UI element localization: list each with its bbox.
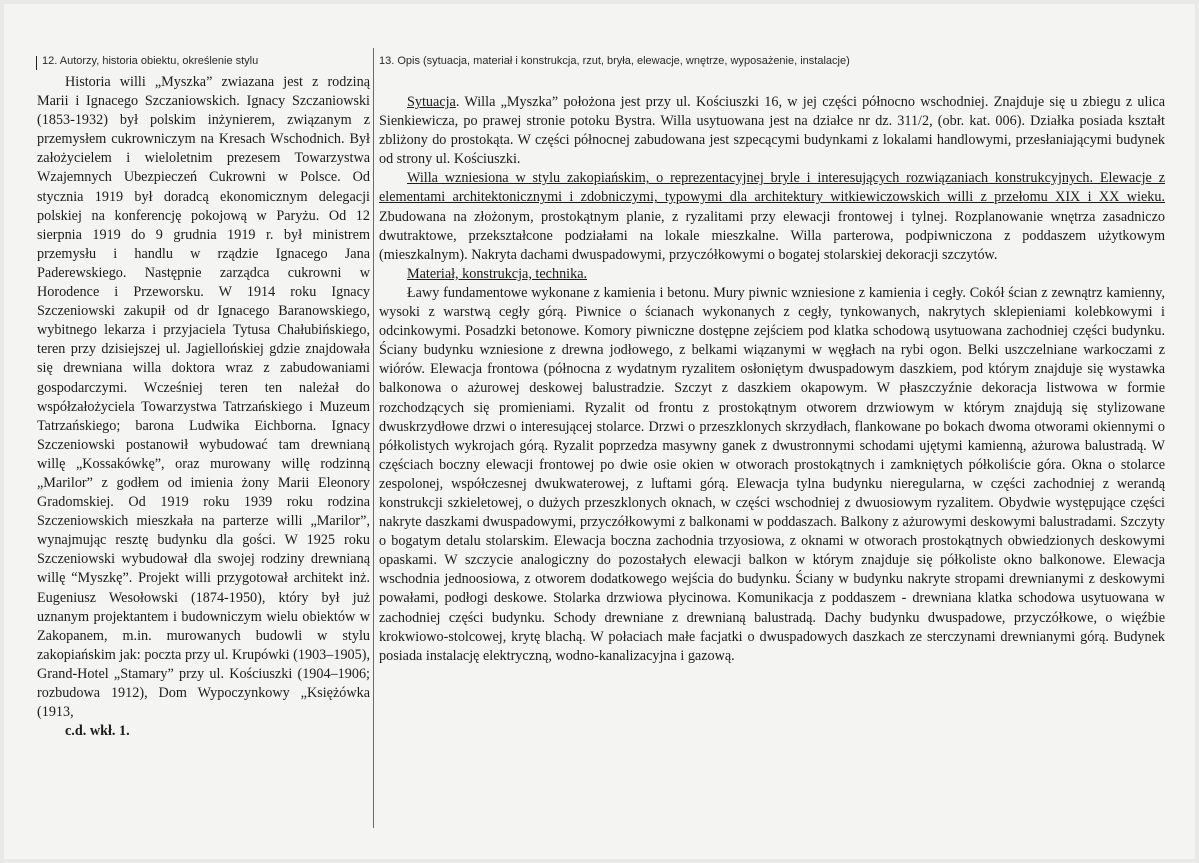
section-12-header: 12. Autorzy, historia obiektu, określenie stylu [42,55,259,67]
continued-note: c.d. wkł. 1. [65,723,130,740]
document-sheet [4,4,1195,859]
style-text: Zbudowana na złożonym, prostokątnym planie, z ryzalitami przy elewacji frontowej i tylnej. Rozplanowanie wnętrza zasadniczo dwutraktowe, przekształcone podziałami na lokale mieszkalne. Willa parterowa, podpiwniczona z poddaszem użytkowym (mieszkalnym). Nakryta dachami dwuspadowymi, przyczółkowymi o bogatej stolarskiej dekoracji szczytów. [379,208,1165,263]
material-heading: Materiał, konstrukcja, technika. [407,265,588,282]
section-13-header: 13. Opis (sytuacja, materiał i konstrukcja, rzut, bryła, elewacje, wnętrze, wyposażenie, instalacje) [379,55,850,67]
situation-text: . Willa „Myszka” położona jest przy ul. Kościuszki 16, w jej części północno wschodniej. Znajduje się u zbiegu z ulica Sienkiewicza, po prawej stronie potoku Bystra. Willa usytuowana jest na działce nr dz. 311/2, (obr. kat. 006). Działka posiada kształt zbliżony do prostokąta. W części północnej zabudowana jest szpecącymi budynkami z lokalami handlowymi, przesłaniającymi budynek od strony ul. Kościuszki. [379,94,1165,168]
situation-paragraph [379,93,1165,169]
column-divider [373,48,374,828]
material-text: Ławy fundamentowe wykonane z kamienia i betonu. Mury piwnic wzniesione z kamienia i cegły. Cokół ścian z zewnątrz kamienny, wysoki z warstwą cegły górą. Piwnice o ścianach wykonanych z cegły, tynkowanych, nakrytych sklepieniami kolebkowymi i odcinkowymi. Posadzki betonowe. Komory piwniczne dostępne zejściem pod klatka schodową usytuowana zachodniej części budynku. Ściany budynku wzniesione z drewna jodłowego, z belkami wiązanymi w węgłach na rybi ogon. Belki uszczelniane warkoczami z wiórów. Elewacja frontowa (północna z wydatnym ryzalitem osłoniętym dwuspadowym daszkiem, pod którym znajduje się wystawka balkonowa o ażurowej deskowej balustradzie. Szczyt z daszkiem okapowym. W płaszczyźnie dekoracja listwowa w formie rozchodzących się promieniami. Ryzalit od frontu z prostokątnym otworem drzwiowym w którym znajdują się stylizowane dwuskrzydłowe drzwi o interesującej stolarce. Drzwi o przeszklonych skrzydłach, flankowane po bokach dwoma otworami okiennymi o półkolistych wykrojach górą. Ryzalit poprzedza masywny ganek z dwustronnymi schodami ujętymi kamienną, ażurowa balustradą. W częściach boczny elewacji frontowej po dwie osie okien w otworach prostokątnych i zamkniętych półkoliście góra. Okna o stolarce zespolonej, współczesnej dwukwaterowej, z luftami górą. Elewacja tylna budynku nieregularna, w części zachodniej z werandą konstrukcji szkieletowej, o dużych przeszklonych oknach, w części wschodniej z dwuosiowym ryzalitem. Obydwie występujące części nakryte daszkami dwuspadowymi, przyczółkowymi z balkonami w poddaszach. Balkony z ażurowymi deskowymi balustradami. Szczyty o bogatym detalu stolarskim. Elewacja boczna zachodnia trzyosiowa, z oknami w otworach prostokątnych obwiedzionych deskowymi opaskami. W szczycie analogiczny do pozostałych elewacji balkon w którym znajduje się półkoliste okno balkonowe. Elewacja wschodnia jednoosiowa, z otworem dodatkowego wejścia do budynku. Ściany w budynku nakryte stropami drewnianymi z deskowymi powałami, podłogi deskowe. Stolarka drzwiowa płycinowa. Komunikacja z poddaszem - drewniana klatka schodowa usytuowana w zachodniej części budynku. Schody drewniane z drewnianą balustradą. Dachy budynku dwuspadowe, przyczółkowe, o więźbie krokwiowo-stolcowej, krytę blachą. W połaciach małe facjatki o dwuspadowych daszkach ze sterczynami drewnianymi górą. Budynek posiada instalację elektryczną, wodno-kanalizacyjna i gazową. [379,284,1165,664]
situation-heading: Sytuacja [407,94,456,110]
history-column [37,73,370,741]
margin-mark [36,56,37,70]
material-heading-paragraph [379,265,1165,284]
style-paragraph [379,169,1165,264]
history-text: Historia willi „Myszka” zwiazana jest z rodziną Marii i Ignacego Szczaniowskich. Ignacy Szczaniowski (1853-1932) był polskim inżynierem, związanym z przemysłem cukrowniczym na Kresach Wschodnich. Był założycielem i wieloletnim prezesem Towarzystwa Wzajemnych Ubezpieczeń Cukrowni w Polsce. Od stycznia 1919 był doradcą ekonomicznym delegacji polskiej na konferencję pokojową w Paryżu. Od 12 sierpnia 1919 do 9 grudnia 1919 r. był ministrem przemysłu i handlu w rządzie Ignacego Jana Paderewskiego. Następnie zarządca cukrowni w Horodence i Przeworsku. W 1914 roku Ignacy Szczeniowski zakupił od dr Ignacego Baranowskiego, wybitnego lekarza i przyjaciela Tytusa Chałubińskiego, teren przy dzisiejszej ul. Jagiellońskiej gdzie znajdowała się drewniana willa doktora wraz z zabudowaniami gospodarczymi. Wcześniej teren ten należał do współzałożyciela Towarzystwa Tatrzańskiego i Muzeum Tatrzańskiego; barona Ludwika Eichborna. Ignacy Szczeniowski postanowił wybudować tam drewnianą willę „Kossakówkę”, oraz murowany willę rodzinną „Marilor” z godłem od imienia żony Marii Eleonory Gradomskiej. Od 1919 roku 1939 roku rodzina Szczeniowskich mieszkała na parterze willi „Marilor”, wynajmując resztę budynku dla gości. W 1925 roku Szczeniowski wybudował dla swojej rodziny drewnianą willę “Myszkę”. Projekt willi przygotował architekt inż. Eugeniusz Wesołowski (1874-1950), który był już uznanym projektantem i budowniczym wielu obiektów w Zakopanem, m.in. murowanych budowli w stylu zakopiańskim jak: poczta przy ul. Krupówki (1903–1905), Grand-Hotel „Stamary” przy ul. Kościuszki (1904–1906; rozbudowa 1912), Dom Wypoczynkowy „Księżówka (1913, [37,74,370,721]
description-column [379,93,1165,666]
style-underlined-text: Willa wzniesiona w stylu zakopiańskim, o reprezentacyjnej bryle i interesujących rozwiązaniach konstrukcyjnych. Elewacje z elementami architektonicznymi i zdobniczymi, typowymi dla architektury witkiewiczowskich willi z przełomu XIX i XX wieku. [379,170,1165,206]
